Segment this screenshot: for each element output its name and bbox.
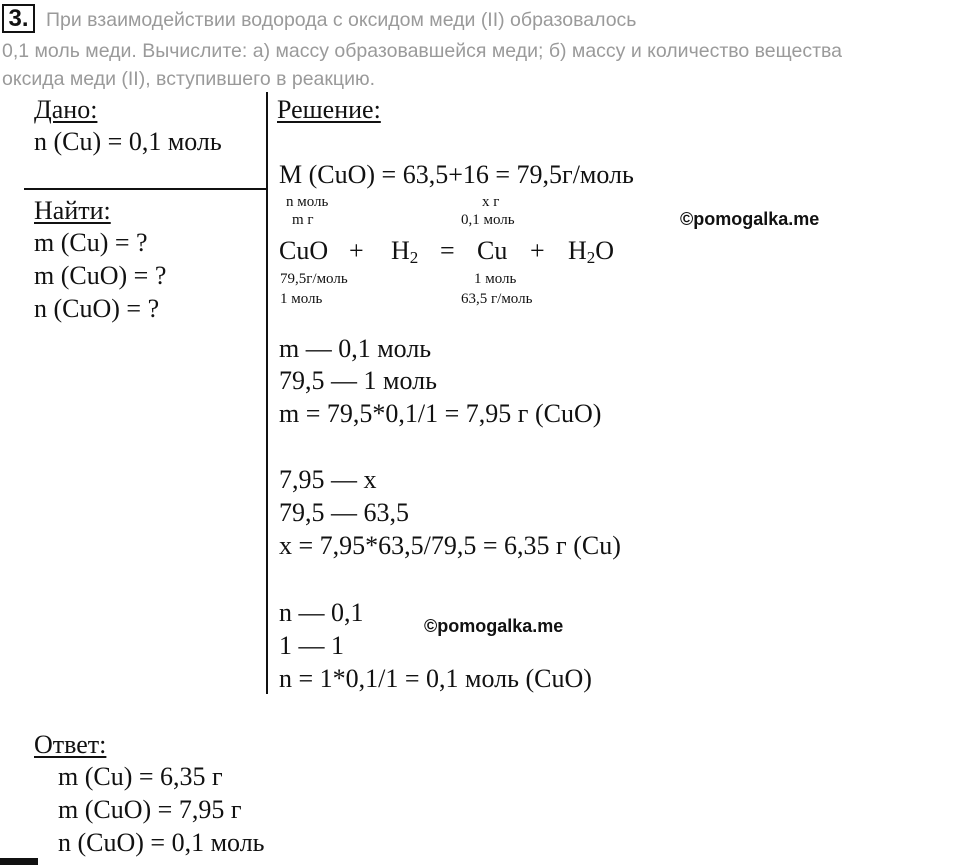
task-number: 3. <box>2 4 35 33</box>
eq-equals: = <box>440 236 455 265</box>
find-item-2: m (CuO) = ? <box>34 261 167 290</box>
watermark-bottom: ©pomogalka.me <box>424 616 564 636</box>
answer-item-1: m (Cu) = 6,35 г <box>58 762 223 791</box>
eq-h2-base: H <box>391 236 410 265</box>
below-cuo-2: 1 моль <box>280 291 323 307</box>
calc-1-line-3: m = 79,5*0,1/1 = 7,95 г (CuO) <box>279 399 602 428</box>
eq-h2o <box>568 236 614 273</box>
eq-plus-2: + <box>530 236 545 265</box>
calc-1-line-1: m — 0,1 моль <box>279 334 432 363</box>
above-cu-1: x г <box>482 194 500 210</box>
calc-3-line-1: n — 0,1 <box>279 598 364 627</box>
eq-cu: Cu <box>477 236 508 265</box>
eq-plus-1: + <box>349 236 364 265</box>
eq-h2o-h: H <box>568 236 587 265</box>
molar-mass-line: M (CuO) = 63,5+16 = 79,5г/моль <box>279 160 634 189</box>
above-cuo-1: n моль <box>286 194 329 210</box>
calc-2-line-1: 7,95 — x <box>279 465 377 494</box>
watermark-top: ©pomogalka.me <box>680 209 820 229</box>
eq-h2o-subscript: 2 <box>586 248 596 267</box>
below-cu-1: 1 моль <box>474 271 517 287</box>
calc-2-line-3: x = 7,95*63,5/79,5 = 6,35 г (Cu) <box>279 531 621 560</box>
answer-item-3: n (CuO) = 0,1 моль <box>58 828 265 857</box>
eq-h2 <box>391 236 418 273</box>
solution-heading: Решение: <box>277 95 381 124</box>
eq-h2-subscript: 2 <box>409 248 419 267</box>
find-item-1: m (Cu) = ? <box>34 228 148 257</box>
horizontal-divider <box>24 188 267 190</box>
vertical-divider <box>266 92 268 694</box>
eq-cuo: CuO <box>279 236 329 265</box>
given-item: n (Cu) = 0,1 моль <box>34 127 222 156</box>
task-text-line-3: оксида меди (II), вступившего в реакцию. <box>2 68 376 90</box>
given-heading: Дано: <box>34 95 98 124</box>
below-cuo-1: 79,5г/моль <box>280 271 348 287</box>
next-task-marker <box>0 858 38 865</box>
eq-h2o-o: O <box>595 236 615 265</box>
calc-1-line-2: 79,5 — 1 моль <box>279 366 437 395</box>
above-cu-2: 0,1 моль <box>461 212 515 228</box>
task-text-line-1: При взаимодействии водорода с оксидом меди (II) образовалось <box>46 9 637 31</box>
calc-2-line-2: 79,5 — 63,5 <box>279 498 409 527</box>
task-text-line-2: 0,1 моль меди. Вычислите: а) массу образовавшейся меди; б) массу и количество вещества <box>2 40 842 62</box>
find-heading: Найти: <box>34 196 111 225</box>
calc-3-line-3: n = 1*0,1/1 = 0,1 моль (CuO) <box>279 664 592 693</box>
answer-item-2: m (CuO) = 7,95 г <box>58 795 242 824</box>
above-cuo-2: m г <box>292 212 314 228</box>
calc-3-line-2: 1 — 1 <box>279 631 344 660</box>
below-cu-2: 63,5 г/моль <box>461 291 533 307</box>
find-item-3: n (CuO) = ? <box>34 294 160 323</box>
answer-heading: Ответ: <box>34 730 107 759</box>
